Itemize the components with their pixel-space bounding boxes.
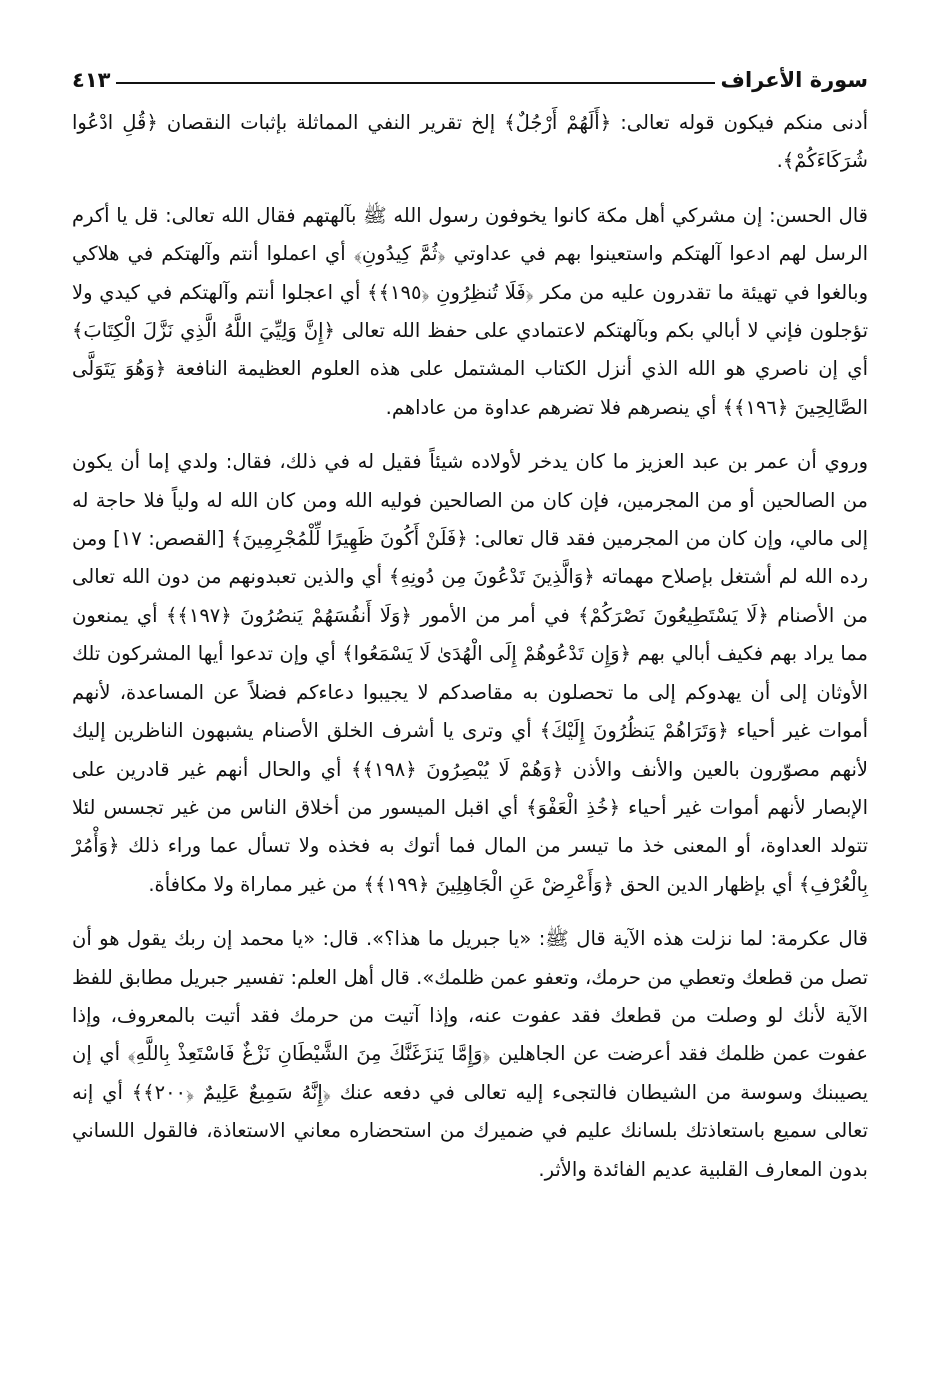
page-body — [72, 104, 868, 1189]
paragraph: أدنى منكم فيكون قوله تعالى: ﴿أَلَهُمْ أَرْجُلٌ﴾ إلخ تقرير النفي المماثلة بإثبات النقصان ﴿قُلِ ادْعُوا شُرَكَاءَكُمْ﴾. — [72, 111, 868, 173]
page-header — [72, 58, 868, 92]
header-rule — [116, 82, 714, 84]
paragraph: وروي أن عمر بن عبد العزيز ما كان يدخر لأولاده شيئاً فقيل له في ذلك، فقال: ولدي إما أن يكون من الصالحين أو من المجرمين، فإن كان من الصالحين فوليه الله ومن كان الله له ولياً فلا حاجة له إلى مالي، وإن كان من المجرمين فقد قال تعالى: ﴿فَلَنْ أَكُونَ ظَهِيرًا لِّلْمُجْرِمِينَ﴾ [القصص: ١٧] ومن رده الله لم أشتغل بإصلاح مهماته ﴿وَالَّذِينَ تَدْعُونَ مِن دُونِهِ﴾ أي والذين تعبدونهم من دون الله تعالى من الأصنام ﴿لَا يَسْتَطِيعُونَ نَصْرَكُمْ﴾ في أمر من الأمور ﴿وَلَا أَنفُسَهُمْ يَنصُرُونَ ﴿١٩٧﴾﴾ أي يمنعون مما يراد بهم فكيف أبالي بهم ﴿وَإِن تَدْعُوهُمْ إِلَى الْهُدَىٰ لَا يَسْمَعُوا﴾ أي وإن تدعوا أيها المشركون تلك الأوثان إلى أن يهدوكم إلى ما تحصلون به مقاصدكم لا يجيبوا دعاءكم فضلاً عن المساعدة، لأنهم أموات غير أحياء ﴿وَتَرَاهُمْ يَنظُرُونَ إِلَيْكَ﴾ أي وترى يا أشرف الخلق الأصنام يشبهون الناظرين إليك لأنهم مصوّرون بالعين والأنف والأذن ﴿وَهُمْ لَا يُبْصِرُونَ ﴿١٩٨﴾﴾ أي والحال أنهم غير قادرين على الإبصار لأنهم أموات غير أحياء ﴿خُذِ الْعَفْوَ﴾ أي اقبل الميسور من أخلاق الناس من غير تجسس لئلا تتولد العداوة، أو المعنى خذ ما تيسر من المال فما أتوك به فخذه ولا تسأل عما وراء ذلك ﴿وَأْمُرْ بِالْعُرْفِ﴾ أي بإظهار الدين الحق ﴿وَأَعْرِضْ عَنِ الْجَاهِلِينَ ﴿١٩٩﴾﴾ من غير مماراة ولا مكافأة. — [72, 450, 869, 896]
page-number: ٤١٣ — [72, 68, 111, 92]
surah-title: سورة الأعراف — [720, 68, 868, 92]
paragraph: قال الحسن: إن مشركي أهل مكة كانوا يخوفون رسول الله ﷺ بآلهتهم فقال الله تعالى: قل يا أكرم الرسل لهم ادعوا آلهتكم واستعينوا بهم في عداوتي ﴿ثُمَّ كِيدُونِ﴾ أي اعملوا أنتم وآلهتكم في هلاكي وبالغوا في تهيئة ما تقدرون عليه من مكر ﴿فَلَا تُنظِرُونِ ﴿١٩٥﴾﴾ أي اعجلوا أنتم وآلهتكم في كيدي ولا تؤجلون فإني لا أبالي بكم وبآلهتكم لاعتمادي على حفظ الله تعالى ﴿إِنَّ وَلِيِّيَ اللَّهُ الَّذِي نَزَّلَ الْكِتَابَ﴾ أي إن ناصري هو الله الذي أنزل الكتاب المشتمل على هذه العلوم العظيمة النافعة ﴿وَهُوَ يَتَوَلَّى الصَّالِحِينَ ﴿١٩٦﴾﴾ أي ينصرهم فلا تضرهم عداوة من عاداهم. — [72, 203, 868, 419]
paragraph: قال عكرمة: لما نزلت هذه الآية قال ﷺ: «يا جبريل ما هذا؟». قال: «يا محمد إن ربك يقول هو أن تصل من قطعك وتعطي من حرمك، وتعفو عمن ظلمك». قال أهل العلم: تفسير جبريل مطابق للفظ الآية لأنك لو وصلت من قطعك فقد عفوت عنه، وإذا آتيت من حرمك فقد أتيت بالمعروف، وإذا عفوت عمن ظلمك فقد أعرضت عن الجاهلين ﴿وَإِمَّا يَنزَغَنَّكَ مِنَ الشَّيْطَانِ نَزْغٌ فَاسْتَعِذْ بِاللَّهِ﴾ أي إن يصيبنك وسوسة من الشيطان فالتجىء إليه تعالى في دفعه عنك ﴿إِنَّهُ سَمِيعٌ عَلِيمٌ ﴿٢٠٠﴾﴾ أي إنه تعالى سميع باستعاذتك بلسانك عليم في ضميرك من استحضاره معاني الاستعاذة، فالقول اللساني بدون المعارف القلبية عديم الفائدة والأثر. — [72, 927, 868, 1181]
